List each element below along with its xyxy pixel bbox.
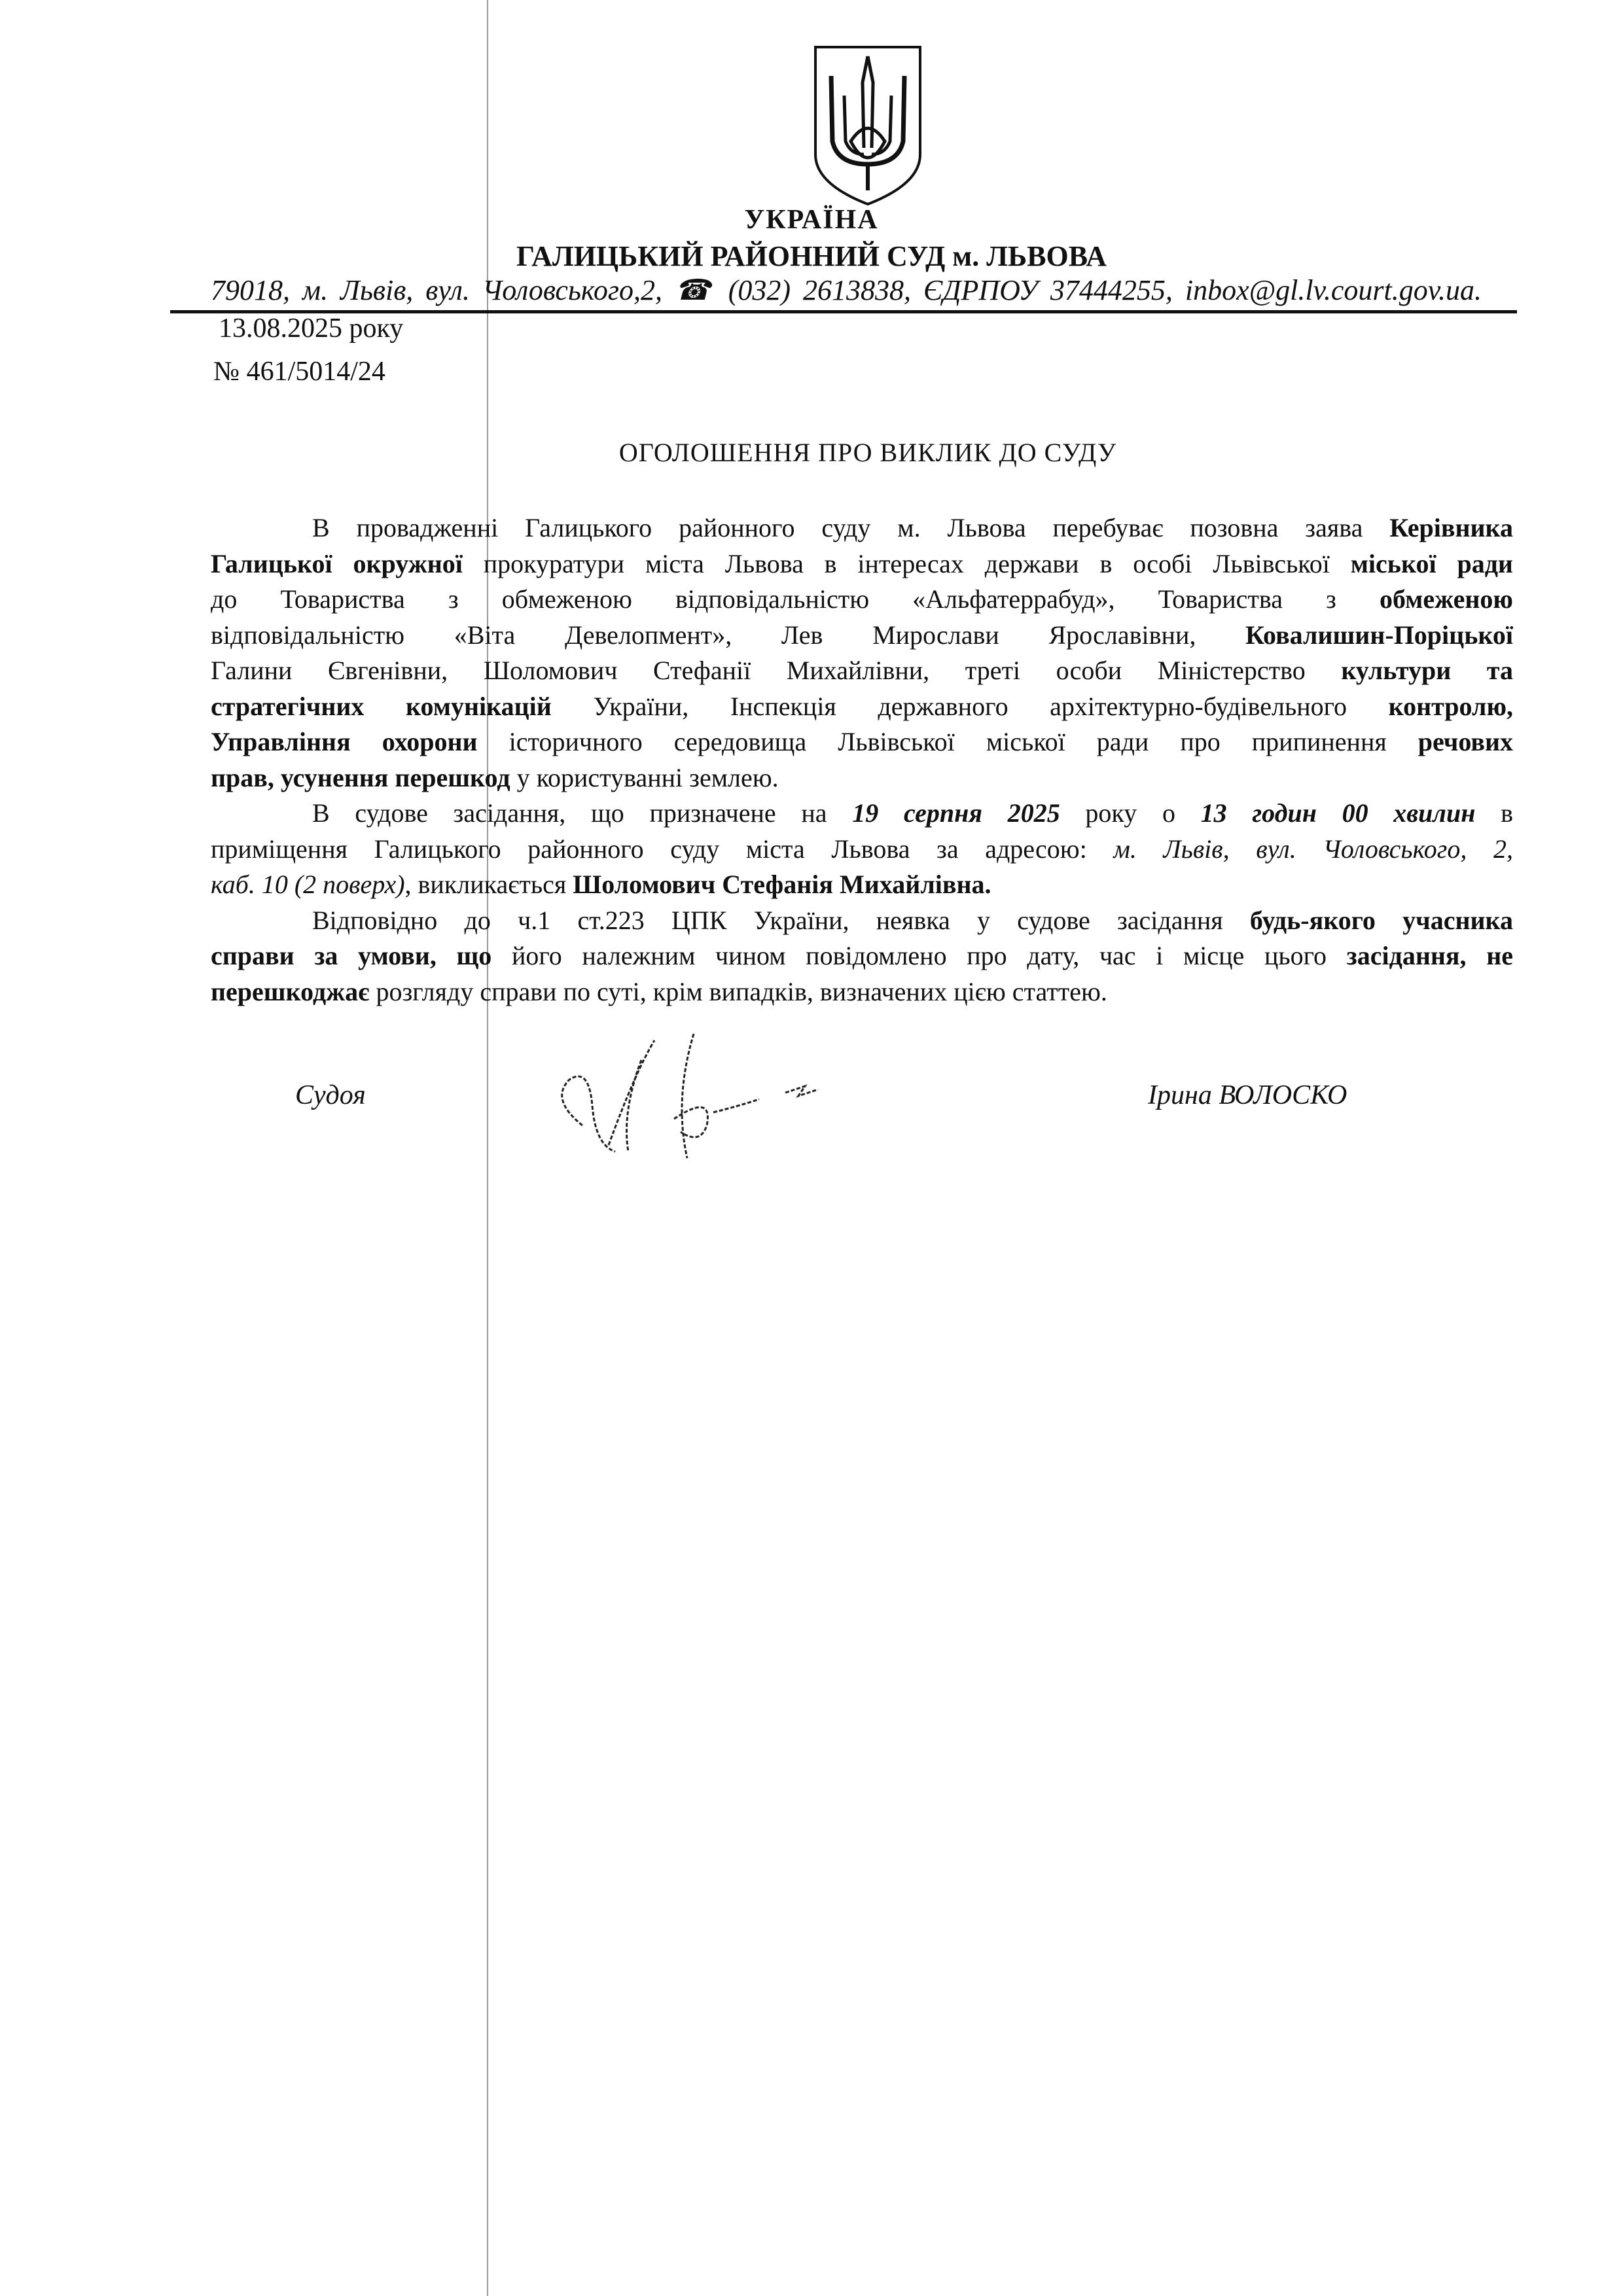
text-segment: Галини Євгенівни, Шоломович Стефанії Михайлівни, треті особи Міністерство: [211, 656, 1342, 685]
text-segment: його належним чином повідомлено про дату, час і місце цього: [491, 941, 1347, 970]
text-segment: приміщення Галицького районного суду міста Львова за адресою:: [211, 834, 1114, 864]
document-date: 13.08.2025 року: [219, 313, 404, 344]
judge-name: Ірина ВОЛОСКО: [1148, 1080, 1347, 1110]
paragraph: [211, 510, 1513, 796]
court-name-heading: ГАЛИЦЬКИЙ РАЙОННИЙ СУД м. ЛЬВОВА: [516, 240, 1107, 272]
coat-of-arms-icon: [812, 43, 924, 207]
text-line: [211, 760, 1513, 796]
text-segment: 13 годин 00 хвилин: [1200, 798, 1476, 828]
text-segment: контролю,: [1388, 691, 1514, 721]
text-line: [211, 724, 1513, 760]
document-body: [211, 510, 1513, 1010]
court-address-line: 79018, м. Львів, вул. Чоловського,2, ☎ (032) 2613838, ЄДРПОУ 37444255, inbox@gl.lv.court.gov.ua.: [211, 274, 1482, 306]
text-segment: до Товариства з обмеженою відповідальністю «Альфатеррабуд», Товариства з: [211, 584, 1380, 614]
text-segment: речових: [1418, 727, 1514, 756]
text-segment: м. Львів, вул. Чоловського, 2,: [1113, 834, 1513, 864]
text-segment: каб. 10 (2 поверх): [211, 870, 405, 899]
text-segment: стратегічних комунікацій: [211, 691, 552, 721]
text-segment: Відповідно до ч.1 ст.223 ЦПК України, неявка у судове засідання: [312, 905, 1250, 935]
text-segment: справи за умови, що: [211, 941, 492, 970]
text-segment: відповідальністю «Віта Девелопмент», Лев Мирослави Ярославівни,: [211, 620, 1246, 650]
scan-artifact-line: [487, 0, 488, 2296]
text-segment: перешкоджає: [211, 976, 370, 1006]
text-line: [211, 582, 1513, 618]
text-segment: прокуратури міста Львова в інтересах держави в особі Львівської: [462, 548, 1351, 578]
text-line: [211, 903, 1513, 939]
text-segment: Керівника: [1389, 513, 1513, 542]
text-line: [211, 546, 1513, 582]
text-line: [211, 653, 1513, 689]
document-title: ОГОЛОШЕННЯ ПРО ВИКЛИК ДО СУДУ: [618, 438, 1117, 467]
text-segment: будь-якого учасника: [1249, 905, 1513, 935]
judge-role-label: Судоя: [295, 1080, 366, 1110]
text-segment: історичного середовища Львівської міської ради про припинення: [477, 727, 1418, 756]
text-segment: розгляду справи по суті, крім випадків, визначених цією статтею.: [369, 976, 1107, 1006]
text-segment: обмеженою: [1379, 584, 1513, 614]
text-segment: у користуванні землею.: [510, 762, 779, 792]
text-line: [211, 510, 1513, 546]
handwritten-signature: [543, 1021, 910, 1165]
text-segment: В судове засідання, що призначене на: [312, 798, 853, 828]
text-segment: В провадженні Галицького районного суду м. Львова перебуває позовна заява: [312, 513, 1390, 542]
country-heading: УКРАЇНА: [744, 205, 879, 235]
text-segment: в: [1475, 798, 1513, 828]
text-line: [211, 689, 1513, 725]
text-segment: Галицької окружної: [211, 548, 463, 578]
text-line: [211, 974, 1513, 1010]
text-segment: засідання, не: [1346, 941, 1513, 970]
text-segment: , викликається: [404, 870, 573, 899]
paragraph: [211, 796, 1513, 903]
text-line: [211, 867, 1513, 903]
text-segment: Шоломович Стефанія Михайлівна.: [573, 870, 991, 899]
text-segment: 19 серпня 2025: [852, 798, 1060, 828]
text-segment: Ковалишин-Поріцької: [1245, 620, 1513, 650]
case-number: № 461/5014/24: [213, 357, 385, 387]
text-line: [211, 796, 1513, 832]
text-segment: прав, усунення перешкод: [211, 762, 510, 792]
text-segment: України, Інспекція державного архітектурно-будівельного: [551, 691, 1389, 721]
text-segment: міської ради: [1350, 548, 1513, 578]
text-line: [211, 618, 1513, 654]
paragraph: [211, 903, 1513, 1010]
text-line: [211, 938, 1513, 974]
text-segment: культури та: [1341, 656, 1513, 685]
text-segment: року о: [1060, 798, 1201, 828]
text-segment: Управління охорони: [211, 727, 478, 756]
text-line: [211, 832, 1513, 868]
